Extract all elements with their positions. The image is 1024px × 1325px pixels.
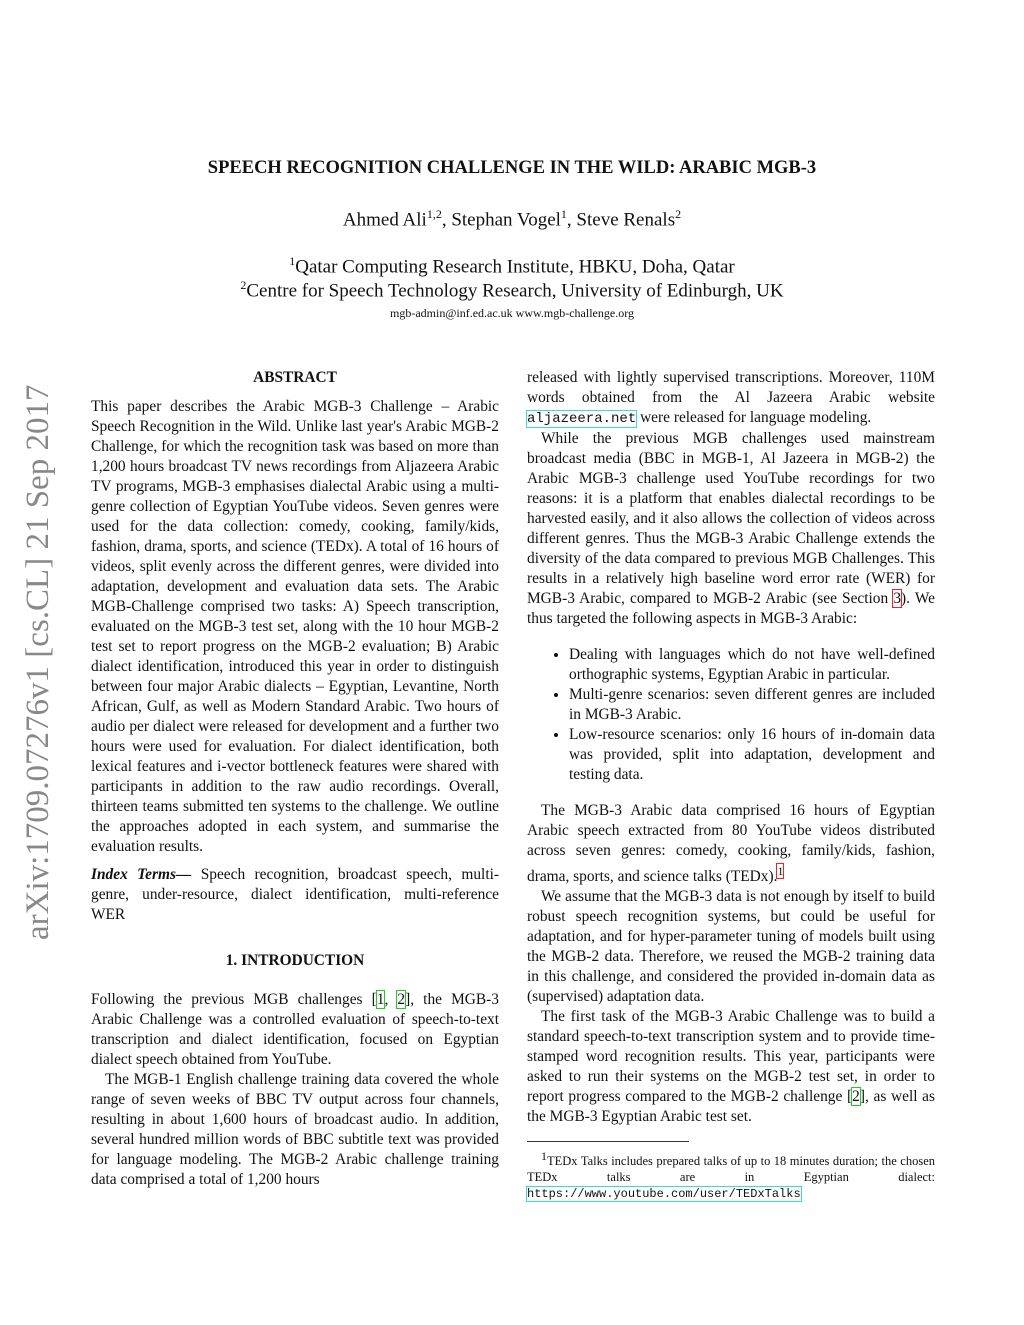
intro-paragraph: released with lightly supervised transcriptions. Moreover, 110M words obtained from the Al Jazeera Arabic website aljazeera.net were released for language modeling.: [527, 369, 935, 427]
arxiv-stamp: arXiv:1709.07276v1 [cs.CL] 21 Sep 2017: [20, 384, 56, 940]
index-terms-label: Index Terms—: [91, 866, 192, 883]
paper-title: SPEECH RECOGNITION CHALLENGE IN THE WILD: ARABIC MGB-3: [207, 158, 817, 178]
intro-heading: 1. INTRODUCTION: [225, 952, 365, 969]
aspects-list: [527, 645, 935, 785]
intro-paragraph: The first task of the MGB-3 Arabic Challenge was to build a standard speech-to-text transcription system and to provide time-stamped word recognition results. This year, participants were asked to run their systems on the MGB-2 test set, in order to report progress compared to the MGB-2 challenge [2], as well as the MGB-3 Egyptian Arabic test set.: [527, 1008, 935, 1126]
footnote-rule: [527, 1141, 689, 1142]
intro-paragraph: Following the previous MGB challenges [1, 2], the MGB-3 Arabic Challenge was a controlled evaluation of speech-to-text transcription and dialect identification, focused on Egyptian dialect speech obtained from YouTube.: [91, 991, 499, 1068]
aff-sup: 1: [289, 254, 296, 268]
citation-link[interactable]: 2: [852, 1088, 860, 1106]
footnote: $^1$TEDx Talks includes prepared talks of up to 18 minutes duration; the chosen TEDx talks are in Egyptian dialect: https://www.youtube.com/user/TEDxTalks: [527, 1149, 935, 1202]
aff-text: Qatar Computing Research Institute, HBKU, Doha, Qatar: [295, 256, 735, 278]
author-list: Ahmed Ali$^{1,2}$, Stephan Vogel$^1$, Steve Renals$^2$: [342, 207, 682, 231]
abstract-heading: ABSTRACT: [253, 369, 337, 386]
aljazeera-link[interactable]: aljazeera.net: [527, 411, 637, 427]
intro-paragraph: While the previous MGB challenges used mainstream broadcast media (BBC in MGB-1, Al Jazeera in MGB-2) the Arabic MGB-3 challenge used YouTube recordings for two reasons: it is a platform that enables dialectal recordings to be harvested easily, and it also allows the collection of videos across different genres. Thus the MGB-3 Arabic Challenge extends the diversity of the data compared to previous MGB Challenges. This results in a relatively high baseline word error rate (WER) for MGB-3 Arabic, compared to MGB-2 Arabic (see Section 3). We thus targeted the following aspects in MGB-3 Arabic:: [527, 430, 935, 627]
index-terms-text: Speech recognition, broadcast speech, multi-genre, under-resource, dialect identification, multi-reference WER: [91, 866, 499, 923]
abstract-text: This paper describes the Arabic MGB-3 Challenge – Arabic Speech Recognition in the Wild. Unlike last year's Arabic MGB-2 Challenge, for which the recognition task was based on more than 1,200 hours broadcast TV news recordings from Aljazeera Arabic TV programs, MGB-3 emphasises dialectal Arabic using a multi-genre collection of Egyptian YouTube videos. Seven genres were used for the data collection: comedy, cooking, family/kids, fashion, drama, sports, and science (TEDx). A total of 16 hours of videos, split evenly across the different genres, were divided into adaptation, development and evaluation data sets. The Arabic MGB-Challenge comprised two tasks: A) Speech transcription, evaluated on the MGB-3 test set, along with the 10 hour MGB-2 test set to report progress on the MGB-2 evaluation; B) Arabic dialect identification, introduced this year in order to distinguish between four major Arabic dialects – Egyptian, Levantine, North African, Gulf, as well as Modern Standard Arabic. Two hours of audio per dialect were released for development and a further two hours were used for evaluation. For dialect identification, both lexical features and i-vector bottleneck features were shared with participants in addition to the raw audio recordings. Overall, thirteen teams submitted ten systems to the challenge. We outline the approaches adopted in each system, and summarise the evaluation results.: [91, 398, 499, 855]
author: Ahmed Ali: [342, 209, 427, 231]
affiliation: [0, 254, 1024, 278]
aff-text: Centre for Speech Technology Research, University of Edinburgh, UK: [246, 280, 784, 302]
author-sup: 1,2: [426, 207, 442, 221]
left-column: [91, 368, 499, 1190]
index-terms: [91, 865, 499, 925]
intro-paragraph: The MGB-3 Arabic data comprised 16 hours of Egyptian Arabic speech extracted from 80 YouTube videos distributed across seven genres: comedy, cooking, family/kids, fashion, drama, sports, and science talks (TEDx).$^1$: [527, 802, 935, 886]
list-item: • Dealing with languages which do not have well-defined orthographic systems, Egyptian Arabic in particular.: [569, 645, 935, 685]
intro-paragraph: We assume that the MGB-3 data is not enough by itself to build robust speech recognition systems, but could be useful for adaptation, and for hyper-parameter tuning of models built using the MGB-2 data. Therefore, we reused the MGB-2 training data in this challenge, and considered the provided in-domain data as (supervised) adaptation data.: [527, 888, 935, 1006]
author-sup: 2: [675, 207, 682, 221]
citation-link[interactable]: 2: [397, 991, 406, 1008]
author: Steve Renals: [576, 209, 676, 231]
author-sup: 1: [560, 207, 567, 221]
contact-email: mgb-admin@inf.ed.ac.uk www.mgb-challenge.org: [390, 306, 634, 320]
affiliation: [0, 278, 1024, 302]
list-item: • Low-resource scenarios: only 16 hours of in-domain data was provided, split into adaptation, development and testing data.: [569, 725, 935, 785]
citation-link[interactable]: 1: [376, 991, 385, 1008]
author: Stephan Vogel: [451, 209, 561, 231]
list-item: • Multi-genre scenarios: seven different genres are included in MGB-3 Arabic.: [569, 685, 935, 725]
section-link[interactable]: 3: [893, 590, 902, 607]
right-column: [527, 368, 935, 1202]
youtube-link[interactable]: https://www.youtube.com/user/TEDxTalks: [527, 1187, 801, 1202]
footnote-link[interactable]: 1: [777, 864, 784, 878]
intro-paragraph: The MGB-1 English challenge training data covered the whole range of seven weeks of BBC TV output across four channels, resulting in about 1,600 hours of broadcast audio. In addition, several hundred million words of BBC subtitle text was provided for language modeling. The MGB-2 Arabic challenge training data comprised a total of 1,200 hours: [91, 1071, 499, 1188]
aff-sup: 2: [240, 278, 247, 292]
